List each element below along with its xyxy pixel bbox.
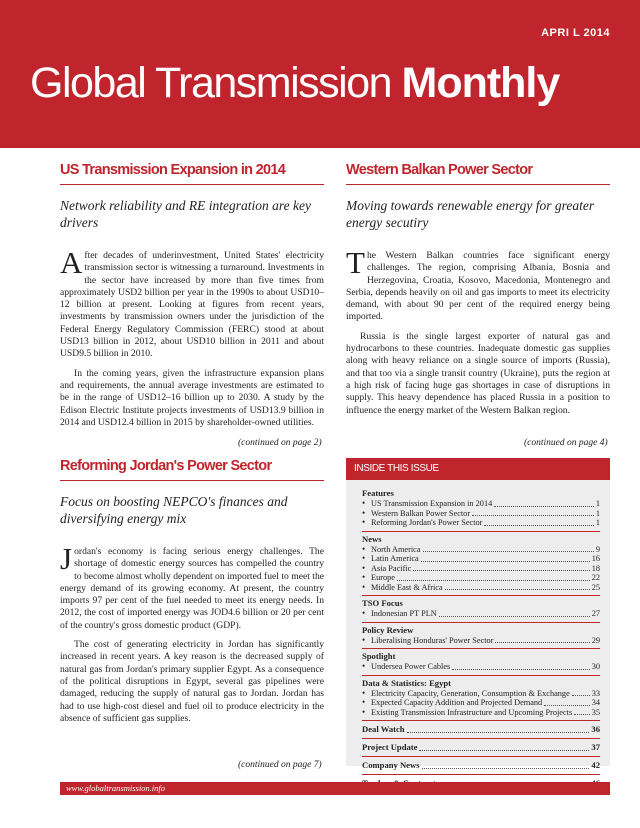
toc-item-title: North America: [371, 544, 421, 554]
paragraph: Russia is the single largest exporter of natural gas and hydrocarbons to these countries. Inadequate domestic gas supplies along with heavy reliance on a single source of imports (Russia), and that too via a single transit country (Ukraine), puts the region at a high risk of facing huge gas shortages in case of disruptions in supply. This heavy dependence has placed Russia in a position to influence the energy market of the Western Balkan region.: [346, 330, 610, 416]
toc-item-page: 9: [595, 544, 600, 554]
article-body: [346, 244, 610, 417]
issue-date: APRI L 2014: [541, 27, 610, 39]
article-heading: US Transmission Expansion in 2014: [60, 162, 286, 178]
toc-group-tso-focus: [362, 598, 600, 619]
toc-item-title: Reforming Jordan's Power Sector: [371, 518, 483, 527]
title-bold: Monthly: [401, 59, 560, 107]
bullet-icon: •: [362, 517, 366, 527]
toc-item-title: Asia Pacific: [371, 563, 412, 573]
toc-divider: [362, 595, 600, 596]
toc-item-page: 35: [591, 707, 600, 717]
toc-company-news[interactable]: [362, 759, 600, 771]
toc-category: Data & Statistics: Egypt: [362, 677, 452, 688]
toc-item-title: US Transmission Expansion in 2014: [371, 499, 493, 508]
drop-cap: T: [346, 244, 365, 280]
toc-item-title: Existing Transmission Infrastructure and Upcoming Projects: [371, 707, 573, 717]
toc-item-page: 37: [591, 742, 600, 752]
toc-divider: [362, 738, 600, 739]
bullet-icon: •: [362, 697, 366, 707]
drop-cap: J: [60, 540, 73, 576]
toc-item-page: 30: [591, 662, 600, 671]
article-heading: Western Balkan Power Sector: [346, 162, 533, 178]
toc-category: News: [362, 533, 382, 544]
website-link[interactable]: www.globaltransmission.info: [66, 783, 166, 793]
toc-category: Policy Review: [362, 624, 414, 635]
heading-rule: [346, 184, 610, 185]
continued-link[interactable]: (continued on page 4): [524, 438, 608, 448]
paragraph: fter decades of underinvestment, United States' electricity transmission sector is witnessing a turnaround. Investments in the sector have increased by more than five times from approximately USD2 billion per year in the 1990s to about USD10–12 billion at present. Looking at figures from recent years, investments by transmission owners under the jurisdiction of the Federal Energy Regulatory Commission (FERC) stood at about USD13 billion in 2012, about USD10 billion in 2011 and about USD9.5 billion in 2010.: [60, 249, 324, 360]
bullet-icon: •: [362, 608, 366, 618]
toc-project-update[interactable]: [362, 741, 600, 753]
toc-item-title: Project Update: [362, 742, 418, 752]
toc-item-title: Company News: [362, 760, 420, 770]
toc-divider: [362, 756, 600, 757]
bullet-icon: •: [362, 687, 366, 698]
inside-heading: INSIDE THIS ISSUE: [346, 458, 610, 480]
paragraph: In the coming years, given the infrastructure expansion plans and requirements, the annual average investments are estimated to be in the range of USD12–16 billion up to 2030. A study by the Edison Electric Institute projects investments of USD13.9 billion in 2014 and USD12.4 billion in 2015 by shareholder-owned utilities.: [60, 367, 324, 428]
paragraph: The cost of generating electricity in Jordan has significantly increased in recent years. A key reason is the decreased supply of natural gas from Jordan's primary supplier Egypt. As a consequence of the political disruptions in Egypt, several gas pipelines were damaged, reducing the supply of natural gas to Jordan. Jordan has had to use high-cost diesel and fuel oil to produce electricity in the absence of sufficient gas supplies.: [60, 639, 324, 724]
toc-item[interactable]: [362, 554, 600, 564]
toc-item-title: Indonesian PT PLN: [371, 609, 437, 618]
toc-item-page: 42: [591, 760, 600, 770]
toc-item[interactable]: [362, 636, 600, 646]
toc-divider: [362, 675, 600, 676]
toc-group-news: [362, 534, 600, 593]
toc-group-policy-review: [362, 625, 600, 646]
toc-item-page: 1: [595, 508, 600, 518]
article-heading: Reforming Jordan's Power Sector: [60, 458, 272, 474]
title-light: Global Transmission: [30, 59, 392, 107]
toc-item-page: 34: [591, 698, 600, 707]
toc-divider: [362, 622, 600, 623]
toc-item[interactable]: [362, 609, 600, 619]
article-western-balkan: [346, 163, 610, 417]
toc-item[interactable]: [362, 573, 600, 583]
toc-group-spotlight: [362, 651, 600, 672]
bullet-icon: •: [362, 581, 366, 592]
toc-item-title: Europe: [371, 573, 395, 582]
article-us-transmission: [60, 163, 324, 429]
toc-item[interactable]: [362, 583, 600, 593]
continued-link[interactable]: (continued on page 2): [238, 438, 322, 448]
drop-cap: A: [60, 244, 83, 280]
toc-divider: [362, 774, 600, 775]
article-jordan: [60, 459, 324, 725]
footer-bar: [60, 782, 610, 795]
paragraph: ordan's economy is facing serious energy challenges. The shortage of domestic energy sources has compelled the country to become almost wholly dependent on imported fuel to meet the energy demand of its growing economy. At present, the country imports 97 per cent of the fuel needed to meet its energy needs. In 2012, the cost of imported energy was JOD4.6 billion or 20 per cent of the country's gross domestic product (GDP).: [60, 545, 324, 631]
toc-item-page: 25: [591, 582, 600, 592]
article-subhead: Moving towards renewable energy for greater energy secutiry: [346, 197, 595, 230]
toc-group-data-statistics: [362, 678, 600, 718]
toc-divider: [362, 720, 600, 721]
continued-link[interactable]: (continued on page 7): [238, 760, 322, 770]
toc-item-page: 29: [591, 635, 600, 645]
toc-category: TSO Focus: [362, 598, 403, 608]
toc-item-title: Electricity Capacity, Generation, Consumption & Exchange: [371, 688, 570, 698]
article-body: [60, 540, 324, 725]
toc-item-title: Expected Capacity Addition and Projected Demand: [371, 698, 543, 707]
toc-item-title: Undersea Power Cables: [371, 662, 451, 671]
toc-item[interactable]: [362, 708, 600, 718]
article-subhead: Network reliability and RE integration are key drivers: [60, 197, 311, 230]
table-of-contents: [346, 480, 610, 789]
paragraph: he Western Balkan countries face significant energy challenges. The region, comprising Albania, Bosnia and Herzegovina, Croatia, Kosovo, Macedonia, Montenegro and Serbia, depends heavily on oil and gas imports to meet its electricity demand, with about 90 per cent of the required energy being imported.: [346, 249, 610, 323]
toc-item-page: 36: [591, 724, 600, 734]
bullet-icon: •: [362, 572, 366, 582]
bullet-icon: •: [362, 634, 366, 645]
publication-title: [30, 59, 560, 107]
toc-item-page: 33: [591, 688, 600, 698]
toc-item[interactable]: [362, 499, 600, 509]
masthead-banner: [0, 0, 640, 148]
toc-category: Spotlight: [362, 651, 396, 661]
bullet-icon: •: [362, 661, 366, 671]
toc-deal-watch[interactable]: [362, 723, 600, 735]
toc-item-page: 22: [591, 573, 600, 582]
toc-item-title: Deal Watch: [362, 724, 405, 734]
bullet-icon: •: [362, 507, 366, 518]
toc-item-title: Liberalising Honduras' Power Sector: [371, 635, 494, 645]
toc-item[interactable]: [362, 509, 600, 519]
toc-category: Features: [362, 488, 394, 498]
toc-item[interactable]: [362, 689, 600, 699]
bullet-icon: •: [362, 553, 366, 563]
toc-item[interactable]: [362, 545, 600, 555]
toc-item-title: Western Balkan Power Sector: [371, 508, 471, 518]
toc-item-page: 18: [591, 563, 600, 573]
inside-this-issue-box: [346, 458, 610, 770]
toc-item[interactable]: [362, 662, 600, 672]
bullet-icon: •: [362, 562, 366, 573]
heading-rule: [60, 184, 324, 185]
bullet-icon: •: [362, 543, 366, 554]
heading-rule: [60, 480, 324, 481]
bullet-icon: •: [362, 706, 366, 717]
bullet-icon: •: [362, 498, 366, 508]
toc-item-page: 27: [591, 609, 600, 618]
toc-item-page: 1: [595, 499, 600, 508]
toc-item-page: 1: [595, 518, 600, 527]
toc-divider: [362, 531, 600, 532]
toc-group-features: [362, 488, 600, 528]
toc-item[interactable]: [362, 564, 600, 574]
toc-item[interactable]: [362, 518, 600, 528]
toc-item[interactable]: [362, 698, 600, 708]
toc-divider: [362, 648, 600, 649]
article-subhead: Focus on boosting NEPCO's finances and diversifying energy mix: [60, 493, 288, 526]
article-body: [60, 244, 324, 429]
toc-item-title: Middle East & Africa: [371, 582, 443, 592]
toc-item-page: 16: [591, 554, 600, 563]
toc-item-title: Latin America: [371, 554, 419, 563]
